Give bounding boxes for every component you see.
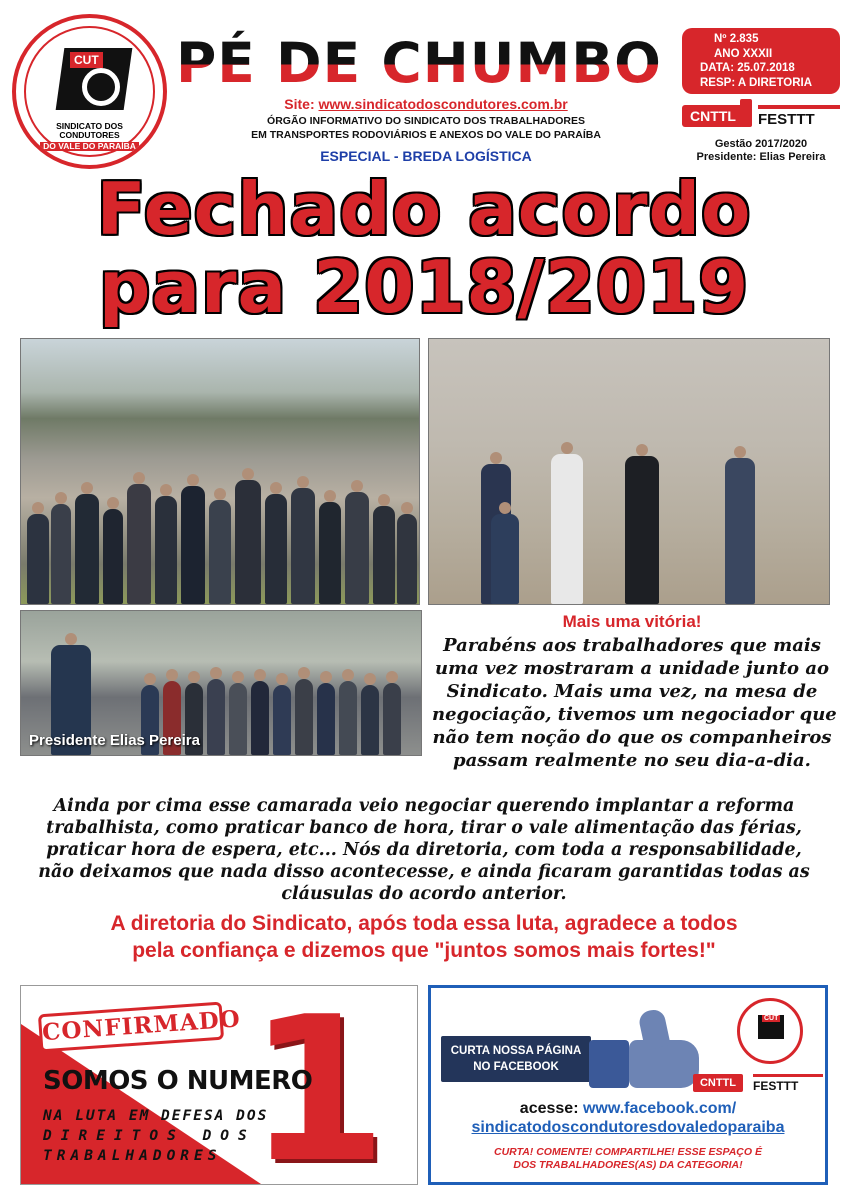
article-line: não deixamos que nada disso acontecesse, e ainda ficaram garantidas todas as [38, 862, 810, 882]
article-line: não tem noção do que os companheiros [432, 727, 832, 748]
person-figure [361, 685, 379, 755]
speaker-figures [429, 339, 829, 604]
person-figure [207, 679, 225, 755]
person-figure [373, 506, 395, 604]
person-head [297, 476, 309, 488]
issue-date: DATA: 25.07.2018 [700, 62, 795, 74]
cut-mini-tag [740, 99, 752, 127]
person-head [320, 671, 332, 683]
assembly-photo-crowd [20, 338, 420, 605]
person-figure [235, 480, 261, 604]
curta-message [431, 1146, 825, 1172]
person-head [401, 502, 413, 514]
org-line-1: ÓRGÃO INFORMATIVO DO SINDICATO DOS TRABALHADORES [267, 115, 585, 127]
thanks-message [20, 910, 828, 964]
victory-title: Mais uma vitória! [562, 612, 702, 631]
person-head [351, 480, 363, 492]
cnttl-logo: CNTTL [682, 105, 744, 127]
mini-cnttl-logo: CNTTL [693, 1074, 743, 1092]
person-head [32, 502, 44, 514]
main-headline [0, 167, 848, 329]
person-figure [491, 514, 519, 604]
thanks-line: A diretoria do Sindicato, após toda essa luta, agradece a todos [110, 912, 738, 935]
person-head [166, 669, 178, 681]
banner-line-1: NA LUTA EM DEFESA DOS [43, 1108, 269, 1124]
seal-line-3: DO VALE DO PARAÍBA [40, 142, 139, 151]
person-figure [339, 681, 357, 755]
president-speech-photo [20, 610, 422, 756]
person-head [490, 452, 502, 464]
person-figure [51, 504, 71, 604]
seal-text [40, 122, 139, 151]
person-figure [625, 456, 659, 604]
person-figure [551, 454, 583, 604]
person-head [160, 484, 172, 496]
steering-wheel-icon [82, 68, 120, 106]
mini-cut-label: CUT [764, 1015, 779, 1022]
person-head [499, 502, 511, 514]
person-figure [291, 488, 315, 604]
person-head [254, 669, 266, 681]
person-head [214, 488, 226, 500]
fb-tag-line-1: CURTA NOSSA PÁGINA [450, 1045, 582, 1057]
banner-line-3: TRABALHADORES [43, 1148, 222, 1164]
person-head [298, 667, 310, 679]
newspaper-header [0, 0, 848, 170]
person-head [636, 444, 648, 456]
mini-festtt-logo: FESTTT [753, 1074, 823, 1092]
person-figure [345, 492, 369, 604]
person-head [561, 442, 573, 454]
acesse-row [431, 1100, 825, 1118]
person-figure [273, 685, 291, 755]
person-head [65, 633, 77, 645]
facebook-promo-box [428, 985, 828, 1185]
person-head [276, 673, 288, 685]
person-figure [181, 486, 205, 604]
masthead-title: PÉ DE CHUMBO [176, 28, 676, 98]
person-figure [127, 484, 151, 604]
person-figure [75, 494, 99, 604]
fb-tag-line-2: NO FACEBOOK [473, 1061, 559, 1073]
org-line-2: EM TRANSPORTES RODOVIÁRIOS E ANEXOS DO VALE DO PARAÍBA [251, 129, 601, 141]
thumb-hand [629, 1040, 699, 1088]
person-head [187, 474, 199, 486]
mini-union-seal-logo [737, 998, 803, 1064]
mini-partner-logos [693, 1070, 823, 1096]
seal-line-2: CONDUTORES [59, 130, 120, 141]
crowd-figures [21, 339, 419, 604]
acesse-label: acesse: [519, 1100, 583, 1117]
person-figure [103, 509, 123, 604]
person-figure [229, 683, 247, 755]
confirmado-stamp: CONFIRMADO [38, 1002, 224, 1053]
person-head [342, 669, 354, 681]
assembly-photo-speaker [428, 338, 830, 605]
person-head [734, 446, 746, 458]
article-line: Parabéns aos trabalhadores que mais [443, 635, 821, 656]
person-figure [725, 458, 755, 604]
person-figure [265, 494, 287, 604]
issue-responsible: RESP: A DIRETORIA [700, 76, 813, 89]
headline-line-2: para 2018/2019 [98, 245, 750, 329]
article-line: Ainda por cima esse camarada veio negociar querendo implantar a reforma [53, 796, 795, 816]
issue-number: Nº 2.835 [714, 33, 759, 45]
person-head [324, 490, 336, 502]
article-line: uma vez mostraram a unidade junto ao [434, 658, 829, 679]
facebook-url-part-2[interactable]: sindicatodoscondutoresdovaledoparaiba [471, 1119, 785, 1136]
person-head [144, 673, 156, 685]
person-head [270, 482, 282, 494]
headline-line-1: Fechado acordo [96, 167, 752, 251]
issue-year: ANO XXXII [714, 47, 773, 60]
person-head [364, 673, 376, 685]
article-line: trabalhista, como praticar banco de hora, tirar o vale alimentação das férias, [46, 818, 802, 838]
person-figure [383, 683, 401, 755]
article-right-paragraph [432, 634, 837, 772]
article-line: negociação, tivemos um negociador que [432, 704, 837, 725]
article-line: cláusulas do acordo anterior. [281, 884, 567, 904]
person-head [188, 671, 200, 683]
person-head [242, 468, 254, 480]
thanks-line: pela confiança e dizemos que "juntos somos mais fortes!" [132, 939, 716, 962]
person-head [210, 667, 222, 679]
person-head [386, 671, 398, 683]
banner-line-2: DIREITOS DOS [43, 1128, 256, 1144]
numero-um-banner [20, 985, 418, 1185]
person-head [133, 472, 145, 484]
person-head [378, 494, 390, 506]
person-head [232, 671, 244, 683]
facebook-like-tag[interactable] [441, 1036, 591, 1082]
article-line: passam realmente no seu dia-a-dia. [453, 750, 811, 771]
thumb-cuff [589, 1040, 629, 1088]
article-line: Sindicato. Mais uma vez, na mesa de [446, 681, 818, 702]
somos-headline: SOMOS O NUMERO [43, 1066, 313, 1096]
thumbs-up-icon [589, 1010, 709, 1088]
gestao-label: Gestão 2017/2020 [714, 138, 808, 150]
edition-label: ESPECIAL - BREDA LOGÍSTICA [320, 148, 532, 164]
big-number-one: 1 [247, 985, 387, 1185]
person-figure [295, 679, 313, 755]
cut-label: CUT [70, 52, 103, 68]
president-label: Presidente: Elias Pereira [696, 151, 826, 163]
person-head [55, 492, 67, 504]
person-head [81, 482, 93, 494]
curta-line-1: CURTA! COMENTE! COMPARTILHE! ESSE ESPAÇO É [494, 1146, 762, 1158]
person-figure [209, 500, 231, 604]
seal-line-1: SINDICATO DOS [56, 121, 123, 131]
person-figure [319, 502, 341, 604]
person-figure [317, 683, 335, 755]
photo-caption: Presidente Elias Pereira [29, 732, 200, 749]
person-head [107, 497, 119, 509]
person-figure [155, 496, 177, 604]
facebook-url-part-1[interactable]: www.facebook.com/ [582, 1100, 737, 1117]
site-label: Site: [284, 96, 319, 112]
issue-info-box [682, 28, 840, 94]
curta-line-2: DOS TRABALHADORES(AS) DA CATEGORIA! [513, 1159, 743, 1171]
article-line: praticar hora de espera, etc... Nós da diretoria, com toda a responsabilidade, [46, 840, 802, 860]
site-link[interactable]: www.sindicatodoscondutores.com.br [318, 96, 568, 112]
person-figure [27, 514, 49, 604]
site-row [176, 96, 676, 112]
person-figure [397, 514, 417, 604]
union-seal-logo [12, 14, 167, 169]
article-full-paragraph [20, 795, 828, 905]
festtt-logo: FESTTT [758, 105, 840, 127]
person-figure [251, 681, 269, 755]
partner-logos [682, 97, 840, 135]
